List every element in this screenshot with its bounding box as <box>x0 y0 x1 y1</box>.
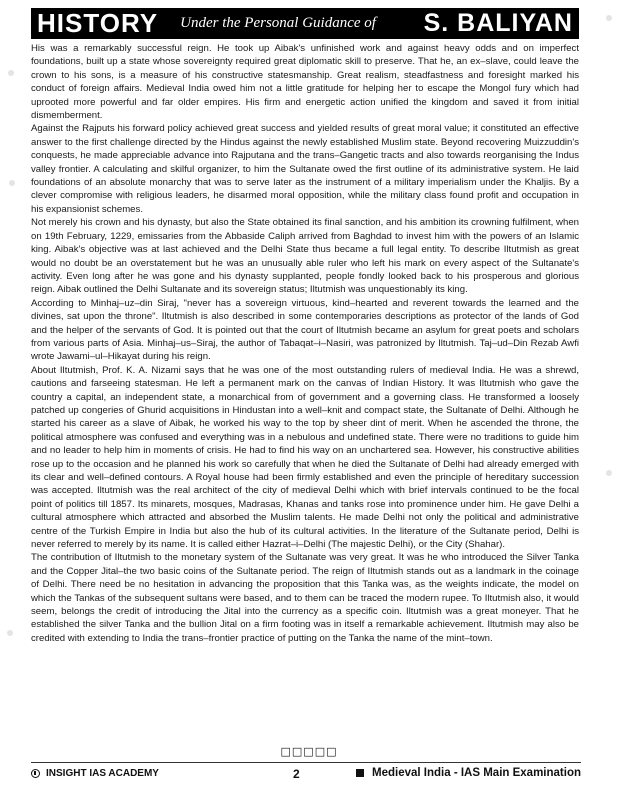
page-footer <box>31 767 581 781</box>
footer-brand <box>31 768 159 779</box>
footer-book-title-text: Medieval India - IAS Main Examination <box>372 767 581 779</box>
academy-logo-icon <box>31 769 40 778</box>
paragraph: His was a remarkably successful reign. He took up Aibak's unfinished work and against heavy odds and on imperfect foundations, built up a state whose sovereignty required great diplomatic skill to preserve. That he, an ex–slave, could leave the crown to his sons, is a measure of his constructive statesmanship. Great realism, steadfastness and foresight marked his conduct of foreign affairs. Medieval India owed him not a little gratitude for helping her to escape the Mongol fury which had uprooted more powerful and far older empires. His firm and energetic action unified the kingdom and saved it from initial dismemberment. <box>31 43 579 122</box>
paragraph: Against the Rajputs his forward policy achieved great success and yielded results of great moral value; it constituted an effective answer to the first challenge directed by the Hindus against the newly established Muslim state. Beyond recovering Muizzuddin's conquests, he made appreciable advance into Rajputana and the trans–Gangetic tracts and also towards reorganising the Indus valley frontier. A calculating and skilful organizer, to him the Sultanate owed the first outline of its administrative system. He laid foundations of an absolute monarchy that was to serve later as the instrument of a military imperialism under the Khaljis. By a clever compromise with religious leaders, he disarmed moral opposition, while the military class found profit and occupation in his expansionist schemes. <box>31 123 579 215</box>
scan-speck <box>606 470 612 476</box>
page-number: 2 <box>293 767 300 781</box>
paragraph: According to Minhaj–uz–din Siraj, "never has a sovereign virtuous, kind–hearted and reverent towards the learned and the divines, sat upon the throne". Iltutmish is also described in some contemporaries descriptions as protector of the lands of God and the helper of the servants of God. It is pointed out that the court of Iltutmish became an asylum for great poets and scholars from various parts of Asia. Minhaj–us–Siraj, the author of Tabaqat–i–Nasiri, was patronized by Iltutmish. Taj–ud–Din Rezab Awfi wrote Jawami–ul–Hikayat during his reign. <box>31 297 579 363</box>
header-title: HISTORY <box>37 8 159 38</box>
scan-speck <box>8 70 14 76</box>
header-subtitle: Under the Personal Guidance of <box>180 15 376 31</box>
body-text <box>31 42 579 645</box>
header-author: S. BALIYAN <box>423 9 573 37</box>
section-end-mark: □□□□□ <box>280 745 338 758</box>
footer-book-title <box>356 767 581 779</box>
square-bullet-icon <box>356 769 364 777</box>
footer-academy-name: INSIGHT IAS ACADEMY <box>46 768 159 779</box>
scan-speck <box>7 630 13 636</box>
scan-speck <box>606 15 612 21</box>
scan-speck <box>9 180 15 186</box>
paragraph: Not merely his crown and his dynasty, but also the State obtained its final sanction, and his ambition its crowning fulfilment, when on 19th February, 1229, emissaries from the Abbaside Caliph arrived from Baghdad to invest him with the powers of an Islamic king. Aibak's objective was at last achieved and the Delhi State thus became a full legal entity. To describe Iltutmish as great would no doubt be an overstatement but he was an unusually able ruler who left his mark on every aspect of the Sultanate's activity. Even long after he was gone and his dynasty supplanted, people fondly looked back to his prosperous and glorious reign. Aibak outlined the Delhi Sultanate and its sovereign status; Iltutmish was unquestionably its king. <box>31 217 579 296</box>
footer-divider <box>31 762 581 763</box>
page-header <box>31 8 579 39</box>
paragraph: The contribution of Iltutmish to the monetary system of the Sultanate was very great. It was he who introduced the Silver Tanka and the Copper Jital–the two basic coins of the Sultanate period. The reign of Iltutmish stands out as a landmark in the coinage of Delhi. There need be no hesitation in advancing the proposition that this Tanka was, as the weights indicate, the model on which the Tankas of the subsequent sultans were based, and to them can be traced the modern rupee. To Iltutmish also, it would seem, belongs the credit of introducing the Jital into the currency as a specific coin. Iltutmish was a great moneyer. That he established the silver Tanka and the bullion Jital on a firm footing was in itself a remarkable achievement. Iltutmish may also be credited with extending to India the trans–frontier practice of putting on the Tanka the name of the mint–town. <box>31 552 579 644</box>
paragraph: About Iltutmish, Prof. K. A. Nizami says that he was one of the most outstanding rulers of medieval India. He was a shrewd, cautions and farseeing statesman. He left a permanent mark on the canvas of Indian History. It was Iltutmish who gave the country a capital, an independent state, a monarchical from of government and a governing class. He transformed a loosely patched up congeries of Ghurid acquisitions in Hindustan into a well–knit and compact state, the Sultanate of Delhi. Although he started his career as a slave of Aibak, he worked his way to the top by sheer dint of merit. When he ascended the throne, the political atmosphere was confused and everything was in a nebulous and undefined state. There were no traditions to guide him and no leader to help him in moments of crisis. He had to find his way on an unchartered sea. However, his constructive abilities rose up to the occasion and he planned his work so carefully that when he died the Sultanate of Delhi had already emerged with its clear and well–defined contours. A Royal house had been firmly established and even the principle of hereditary succession was accepted. Iltutmish was the real architect of the city of medieval Delhi which with brief intervals continued to be the focal point of politics till 1857. Its minarets, mosques, Madrasas, Khanas and tanks rose into prominence under him. He gave Delhi a cultural atmosphere which attracted and absorbed the Muslim talents. He made Delhi not only the political and administrative centre of the Turkish Empire in India but also the hub of its cultural activities. In the literature of the Sultanate period, Delhi is never referred to merely by its name. It is called either Hazrat–i–Delhi (The majestic Delhi), or the City (Shahar). <box>31 364 579 551</box>
